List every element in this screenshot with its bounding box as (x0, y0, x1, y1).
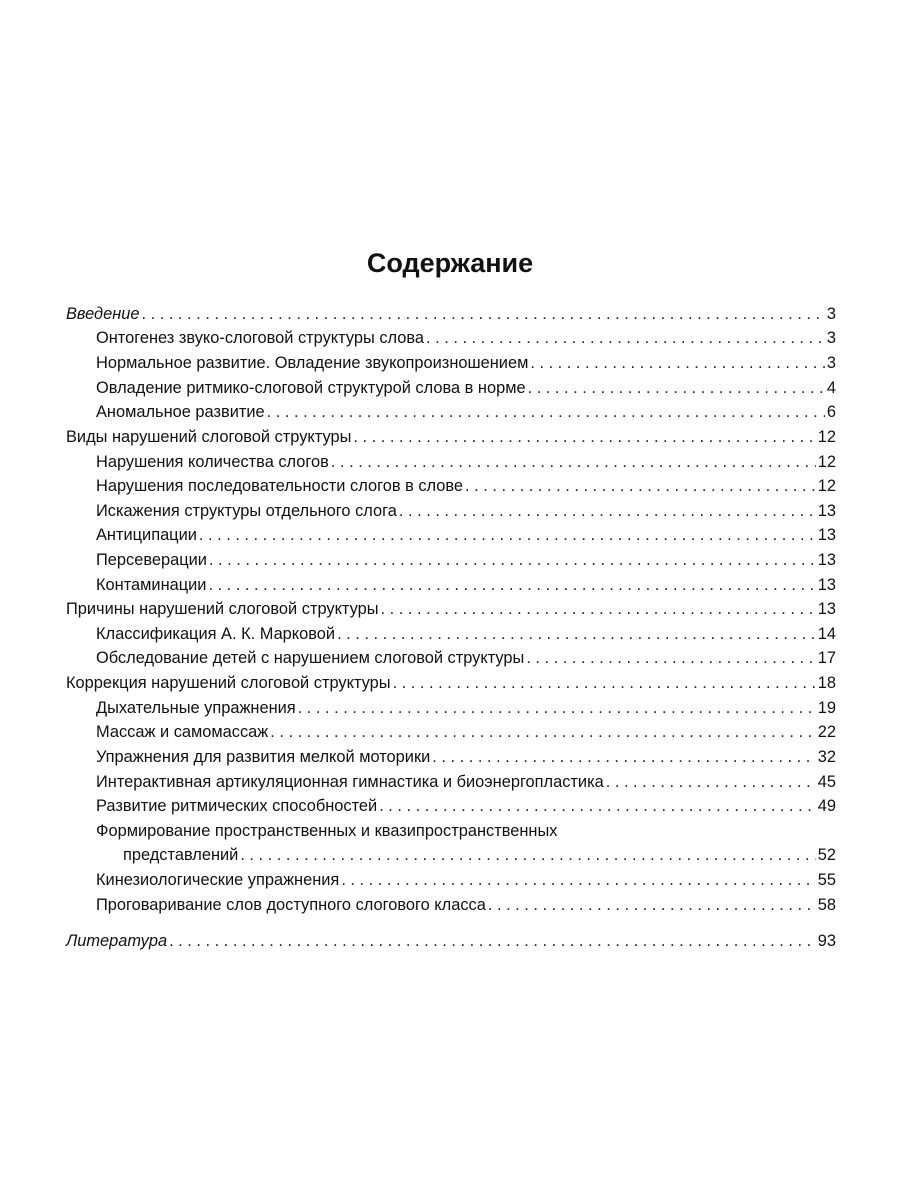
toc-entry (96, 474, 836, 498)
toc-entry (96, 770, 836, 794)
toc-entry-title: Онтогенез звуко-слоговой структуры слова (96, 329, 425, 347)
toc-entry (96, 622, 836, 646)
toc-entry (96, 400, 836, 424)
toc-entry-page: 45 (817, 773, 836, 791)
toc-entry-page: 19 (817, 699, 836, 717)
toc-entry (96, 326, 836, 350)
toc-entry-title: Литература (66, 932, 168, 950)
toc-entry (96, 376, 836, 400)
toc-entry-page: 32 (817, 748, 836, 766)
toc-entry-page: 17 (817, 649, 836, 667)
toc-entry (96, 696, 836, 720)
toc-entry (96, 523, 836, 547)
dot-leader (209, 548, 816, 572)
toc-entry-page: 4 (826, 379, 836, 397)
toc-entry-page: 22 (817, 723, 836, 741)
toc-entry (66, 425, 836, 449)
toc-entry-page: 14 (817, 625, 836, 643)
toc-entry-page: 3 (826, 354, 836, 372)
toc-entry-title: Причины нарушений слоговой структуры (66, 600, 379, 618)
dot-leader (530, 351, 825, 375)
toc-entry (96, 548, 836, 572)
dot-leader (142, 302, 825, 326)
toc-entry-title: Дыхательные упражнения (96, 699, 296, 717)
toc-entry-page: 13 (817, 551, 836, 569)
toc-entry-title: Классификация А. К. Марковой (96, 625, 336, 643)
toc-entry-page: 49 (817, 797, 836, 815)
toc-entry-page: 55 (817, 871, 836, 889)
toc-entry-title: Контаминации (96, 576, 207, 594)
toc-entry (66, 302, 836, 326)
dot-leader (528, 376, 825, 400)
dot-leader (240, 843, 815, 867)
toc-entry-title: Коррекция нарушений слоговой структуры (66, 674, 391, 692)
dot-leader (353, 425, 815, 449)
toc-entry-title: Искажения структуры отдельного слога (96, 502, 397, 520)
toc-entry-page: 58 (817, 896, 836, 914)
toc-entry-title: Введение (66, 305, 140, 323)
toc-entry-page: 13 (817, 502, 836, 520)
dot-leader (399, 499, 816, 523)
toc-entry (123, 843, 836, 867)
toc-entry-title: Антиципации (96, 526, 197, 544)
toc-entry-title: Проговаривание слов доступного слогового класса (96, 896, 486, 914)
toc-entry-title: Аномальное развитие (96, 403, 265, 421)
toc-entry-title-line1: Формирование пространственных и квазипространственных (96, 822, 558, 840)
toc-entry (96, 573, 836, 597)
toc-entry-page: 18 (817, 674, 836, 692)
toc-entry-title: Развитие ритмических способностей (96, 797, 378, 815)
dot-leader (606, 770, 816, 794)
toc-entry-page: 3 (826, 305, 836, 323)
toc-entry-title: Овладение ритмико-слоговой структурой слова в норме (96, 379, 526, 397)
toc-entry-page: 12 (817, 453, 836, 471)
toc-entry-title: Кинезиологические упражнения (96, 871, 340, 889)
toc-entry (96, 893, 836, 917)
toc-entry (96, 720, 836, 744)
toc-entry-title: Виды нарушений слоговой структуры (66, 428, 352, 446)
toc-entry (96, 450, 836, 474)
toc-entry-page: 12 (817, 477, 836, 495)
toc-entry-page: 93 (817, 932, 836, 950)
dot-leader (381, 597, 816, 621)
toc-entry-page: 13 (817, 576, 836, 594)
dot-leader (488, 893, 816, 917)
toc-entry-title: Нарушения количества слогов (96, 453, 329, 471)
dot-leader (199, 523, 816, 547)
dot-leader (341, 868, 815, 892)
toc-entry (96, 745, 836, 769)
toc-entry-page: 3 (826, 329, 836, 347)
toc-entry (66, 597, 836, 621)
toc-entry-page: 52 (817, 846, 836, 864)
toc-entry (96, 868, 836, 892)
toc-entry-title: Нарушения последовательности слогов в слове (96, 477, 464, 495)
dot-leader (169, 929, 816, 953)
dot-leader (432, 745, 815, 769)
dot-leader (426, 326, 825, 350)
toc-entry (96, 794, 836, 818)
toc-entry-page: 13 (817, 600, 836, 618)
toc-entry (96, 646, 836, 670)
toc-entry-title: Массаж и самомассаж (96, 723, 269, 741)
toc-entry-title: Интерактивная артикуляционная гимнастика и биоэнергопластика (96, 773, 604, 791)
toc-entry (66, 671, 836, 695)
page-title: Содержание (366, 248, 534, 278)
dot-leader (267, 400, 825, 424)
dot-leader (337, 622, 816, 646)
toc-entry (66, 929, 836, 953)
dot-leader (270, 720, 816, 744)
toc-entry-title: представлений (123, 846, 239, 864)
toc-entry-title: Персеверации (96, 551, 207, 569)
toc-entry (96, 351, 836, 375)
toc-entry-title: Упражнения для развития мелкой моторики (96, 748, 431, 766)
dot-leader (208, 573, 815, 597)
dot-leader (465, 474, 816, 498)
toc-entry-page: 13 (817, 526, 836, 544)
toc-entry-title: Обследование детей с нарушением слоговой структуры (96, 649, 525, 667)
toc-entry-page: 12 (817, 428, 836, 446)
dot-leader (526, 646, 815, 670)
toc-entry-page: 6 (826, 403, 836, 421)
dot-leader (379, 794, 816, 818)
toc-entry (96, 499, 836, 523)
toc-entry-title: Нормальное развитие. Овладение звукопроизношением (96, 354, 529, 372)
dot-leader (298, 696, 816, 720)
dot-leader (393, 671, 816, 695)
dot-leader (331, 450, 816, 474)
